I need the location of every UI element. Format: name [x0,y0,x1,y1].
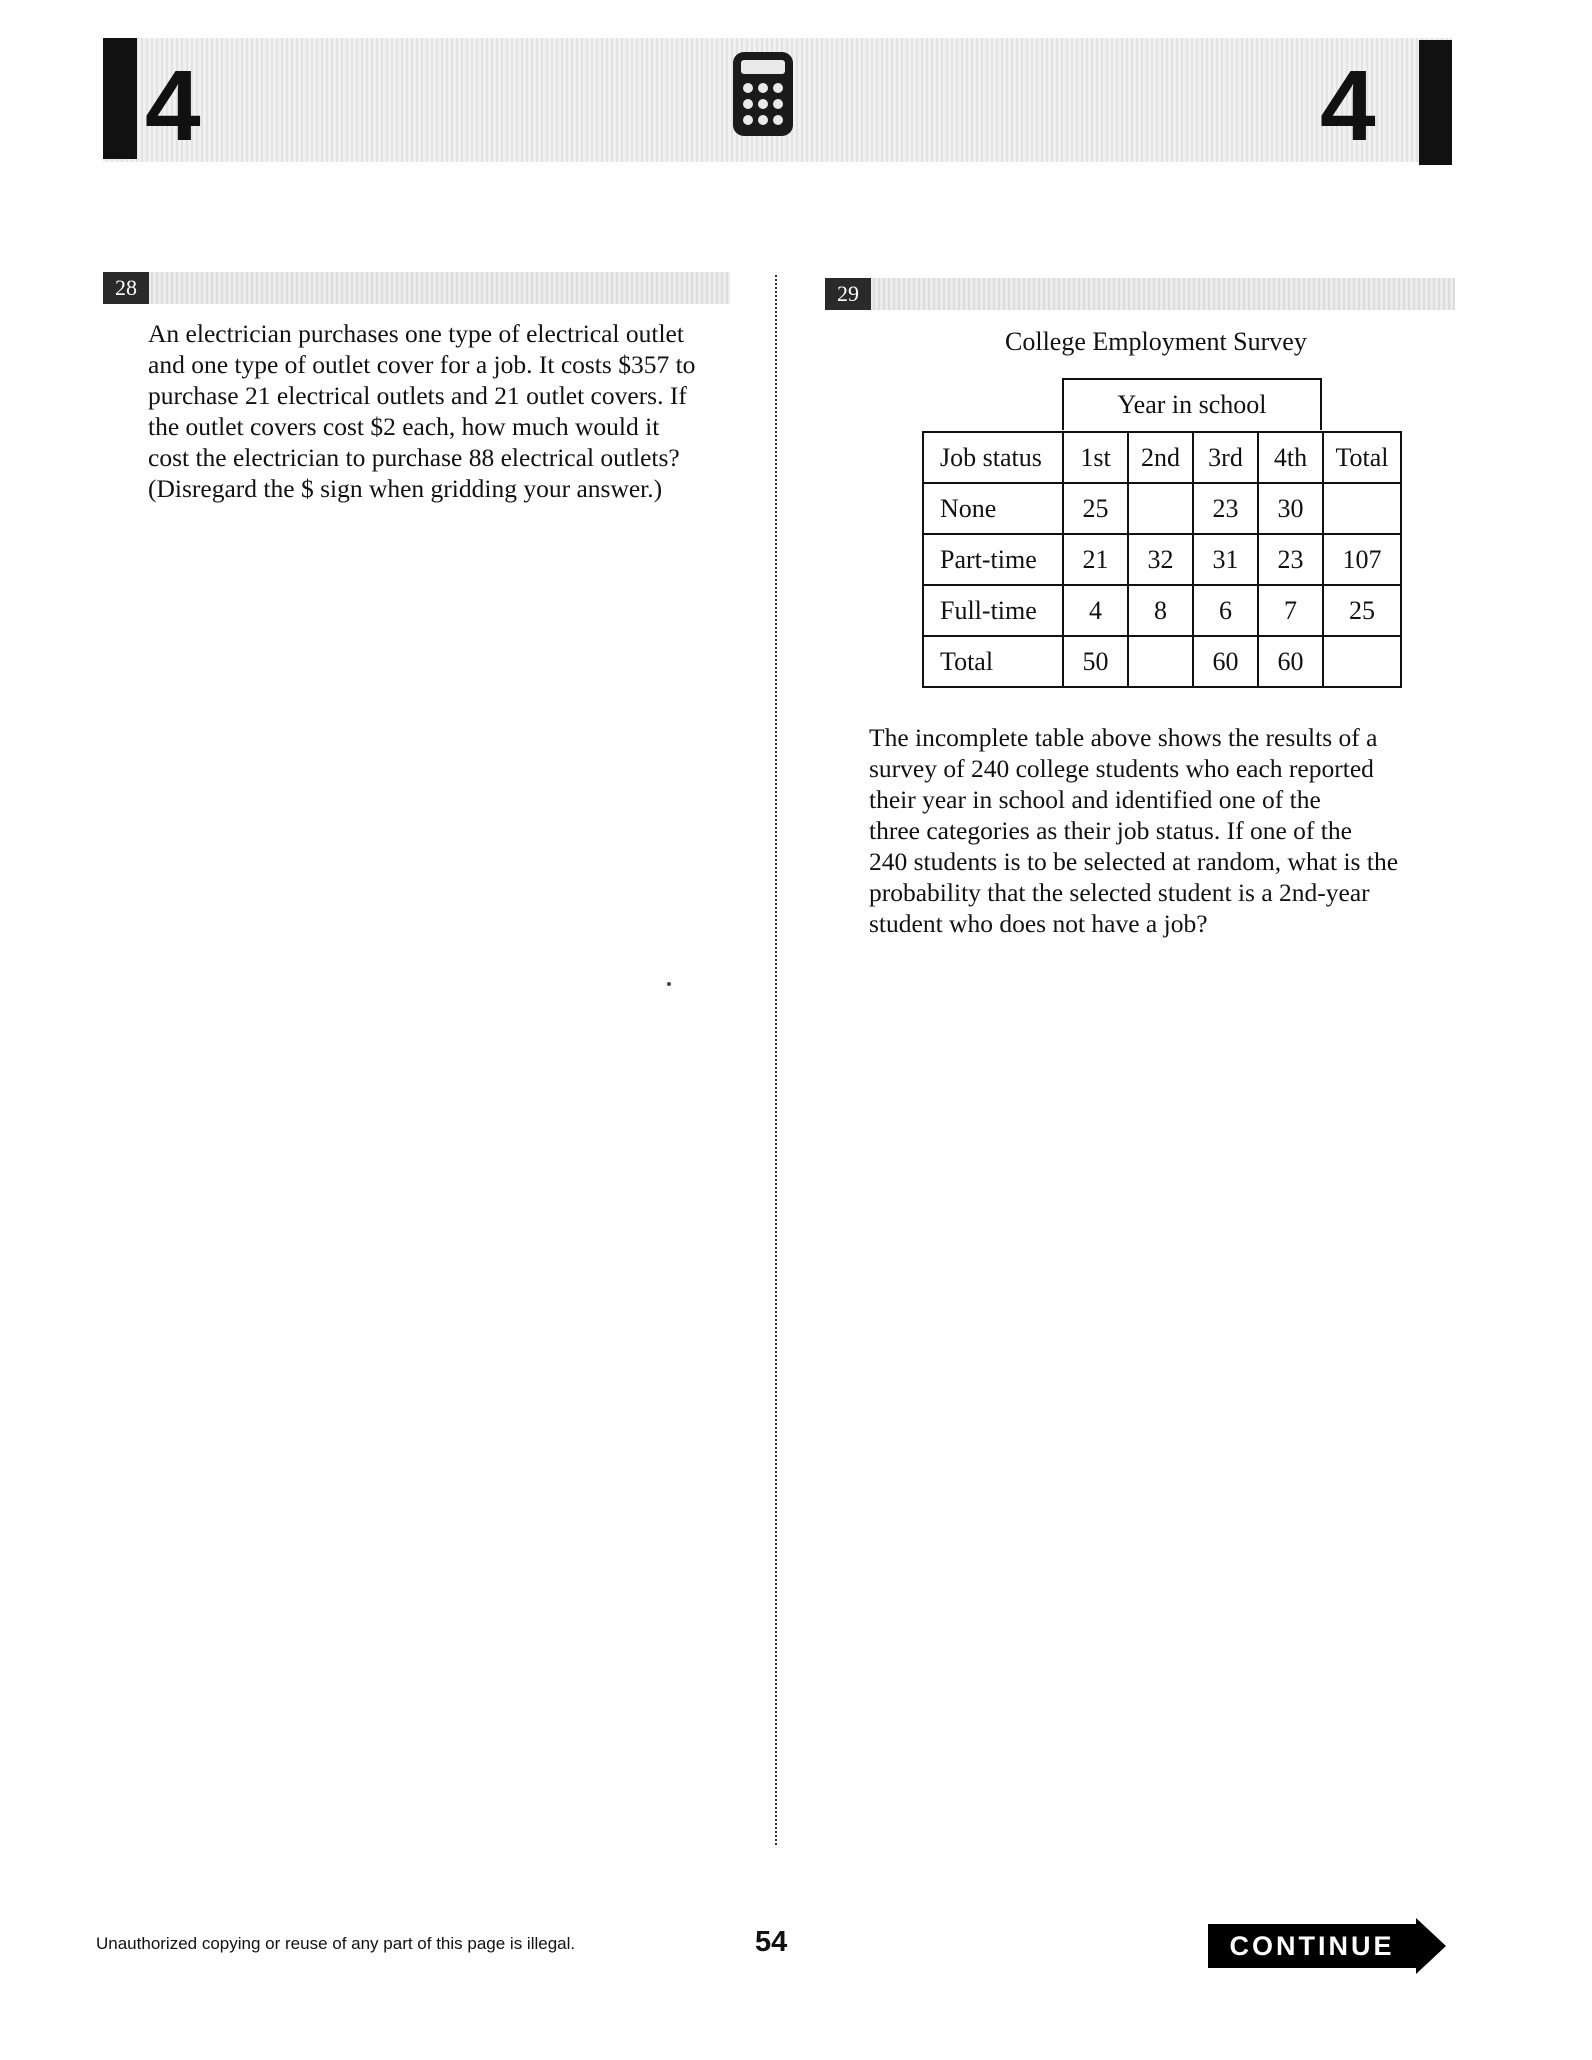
question-29-line: student who does not have a job? [869,909,1208,938]
question-28-line: (Disregard the $ sign when gridding your answer.) [148,474,663,503]
question-29-number: 29 [825,278,871,310]
continue-label: CONTINUE [1229,1931,1395,1961]
column-header: 2nd [1128,432,1193,483]
question-28-line: the outlet covers cost $2 each, how much would it [148,412,660,441]
table-cell: 25 [1323,585,1401,636]
survey-table-title: College Employment Survey [1005,327,1307,356]
question-28-text [148,318,748,504]
section-number-left: 4 [145,50,201,162]
question-29-line: The incomplete table above shows the results of a [869,723,1378,752]
year-in-school-header: Year in school [1062,378,1322,430]
table-cell: 23 [1258,534,1323,585]
page-number: 54 [755,1926,788,1958]
column-header: 3rd [1193,432,1258,483]
table-cell: 4 [1063,585,1128,636]
column-header: 1st [1063,432,1128,483]
table-cell: 50 [1063,636,1128,687]
question-28-header [103,272,730,304]
table-cell: 60 [1193,636,1258,687]
table-row [923,483,1401,534]
table-cell: 60 [1258,636,1323,687]
question-29-line: 240 students is to be selected at random, what is the [869,847,1399,876]
column-header: Job status [923,432,1063,483]
table-cell: 23 [1193,483,1258,534]
question-28-line: An electrician purchases one type of electrical outlet [148,319,684,348]
table-header-row [923,432,1401,483]
section-marker-left [103,38,137,159]
section-marker-right [1419,40,1452,165]
table-cell [1323,636,1401,687]
table-cell: 107 [1323,534,1401,585]
column-header: Total [1323,432,1401,483]
table-cell: Total [923,636,1063,687]
question-29-text [869,722,1449,939]
table-cell: Full-time [923,585,1063,636]
copyright-notice: Unauthorized copying or reuse of any part of this page is illegal. [96,1934,576,1953]
question-28-number: 28 [103,272,149,304]
table-cell: 30 [1258,483,1323,534]
table-cell: 8 [1128,585,1193,636]
table-row [923,585,1401,636]
column-header: 4th [1258,432,1323,483]
question-28-line: and one type of outlet cover for a job. It costs $357 to [148,350,696,379]
table-cell [1128,636,1193,687]
question-28-line: purchase 21 electrical outlets and 21 outlet covers. If [148,381,687,410]
question-29-line: their year in school and identified one of the [869,785,1321,814]
continue-button[interactable] [1208,1918,1446,1974]
table-cell: 32 [1128,534,1193,585]
survey-table [922,431,1402,688]
stray-mark [667,982,671,986]
table-cell [1323,483,1401,534]
table-cell: 21 [1063,534,1128,585]
table-cell: None [923,483,1063,534]
section-number-right: 4 [1320,50,1376,162]
table-cell: 31 [1193,534,1258,585]
table-row [923,636,1401,687]
table-cell: Part-time [923,534,1063,585]
column-divider [775,275,777,1845]
question-29-line: three categories as their job status. If one of the [869,816,1352,845]
table-cell: 25 [1063,483,1128,534]
table-cell: 6 [1193,585,1258,636]
question-29-header [825,278,1455,310]
table-cell [1128,483,1193,534]
question-29-line: probability that the selected student is a 2nd-year [869,878,1370,907]
question-28-line: cost the electrician to purchase 88 electrical outlets? [148,443,680,472]
calculator-icon [733,52,793,136]
question-29-line: survey of 240 college students who each reported [869,754,1374,783]
table-cell: 7 [1258,585,1323,636]
table-row [923,534,1401,585]
